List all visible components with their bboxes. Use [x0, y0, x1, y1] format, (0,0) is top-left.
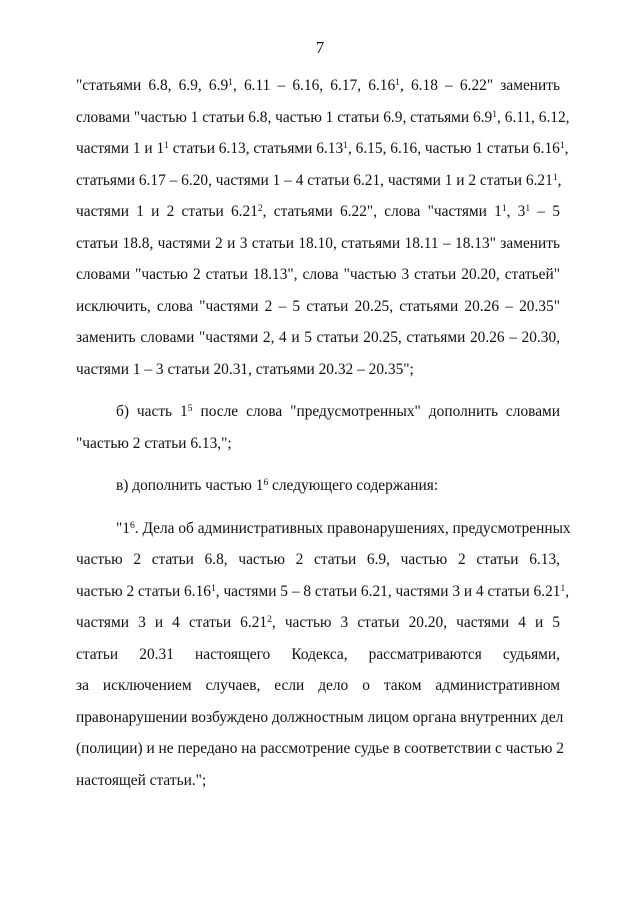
text-line: (полиции) и не передано на рассмотрение судье в соответствии с частью 2	[76, 740, 564, 757]
text-line: исключить, слова "частями 2 – 5 статьи 20.25, статьями 20.26 – 20.35"	[76, 297, 560, 315]
text-line: частями 1 и 2 статьи 6.21$^2$, статьями 6.22", слова "частями $1^1$, $3^1 - 5$	[76, 202, 560, 220]
text-line: статьи 18.8, частями 2 и 3 статьи 18.10, статьями 18.11 – 18.13" заменить	[76, 234, 560, 252]
text-line: частью 2 статьи 6.8, частью 2 статьи 6.9, частью 2 статьи 6.13,	[76, 551, 560, 568]
text-line: частью 2 статьи 6.16$^1$, частями 5 – 8 статьи 6.21, частями 3 и 4 статьи 6.21$^1$,	[76, 582, 570, 600]
text-line: статьями 6.17 – 6.20, частями 1 – 4 статьи 6.21, частями 1 и 2 статьи 6.21$^1$,	[76, 171, 562, 189]
text-line: "$1^6$. Дела об административных правонарушениях, предусмотренных	[116, 519, 571, 537]
paragraph-d	[76, 513, 571, 797]
text-line: "частью 2 статьи 6.13,";	[76, 434, 232, 452]
text-line: за исключением случаев, если дело о таком административном	[76, 677, 560, 694]
document-body	[76, 70, 571, 796]
text-line: настоящей статьи.";	[76, 771, 207, 789]
text-line: статьи 20.31 настоящего Кодекса, рассматриваются судьями,	[76, 645, 560, 663]
text-line: б) часть $1^5$ после слова "предусмотренных" дополнить словами	[116, 402, 561, 420]
paragraph-b	[76, 396, 560, 459]
page-number: 7	[315, 38, 325, 57]
text-line: в) дополнить частью $1^6$ следующего содержания:	[116, 476, 439, 494]
text-line: заменить словами "частями 2, 4 и 5 статьи 20.25, статьями 20.26 – 20.30,	[76, 329, 560, 346]
text-line: словами "частью 1 статьи 6.8, частью 1 статьи 6.9, статьями $6.9^1$, 6.11, 6.12,	[76, 108, 570, 126]
paragraph-c	[76, 470, 560, 502]
paragraph-a	[76, 70, 570, 385]
text-line: правонарушении возбуждено должностным лицом органа внутренних дел	[76, 708, 564, 726]
text-line: "статьями 6.8, 6.9, $6.9^1$, 6.11 – 6.16, 6.17, 6.16$^1$, 6.18 – 6.22" заменить	[76, 76, 560, 94]
text-line: частями 3 и 4 статьи 6.21$^2$, частью 3 статьи 20.20, частями 4 и 5	[76, 613, 560, 631]
text-line: словами "частью 2 статьи 18.13", слова "частью 3 статьи 20.20, статьей"	[76, 266, 560, 283]
text-line: частями 1 и $1^1$ статьи 6.13, статьями 6.13$^1$, 6.15, 6.16, частью 1 статьи 6.16$^1$,	[76, 139, 569, 157]
text-line: частями 1 – 3 статьи 20.31, статьями 20.32 – 20.35";	[76, 360, 414, 378]
